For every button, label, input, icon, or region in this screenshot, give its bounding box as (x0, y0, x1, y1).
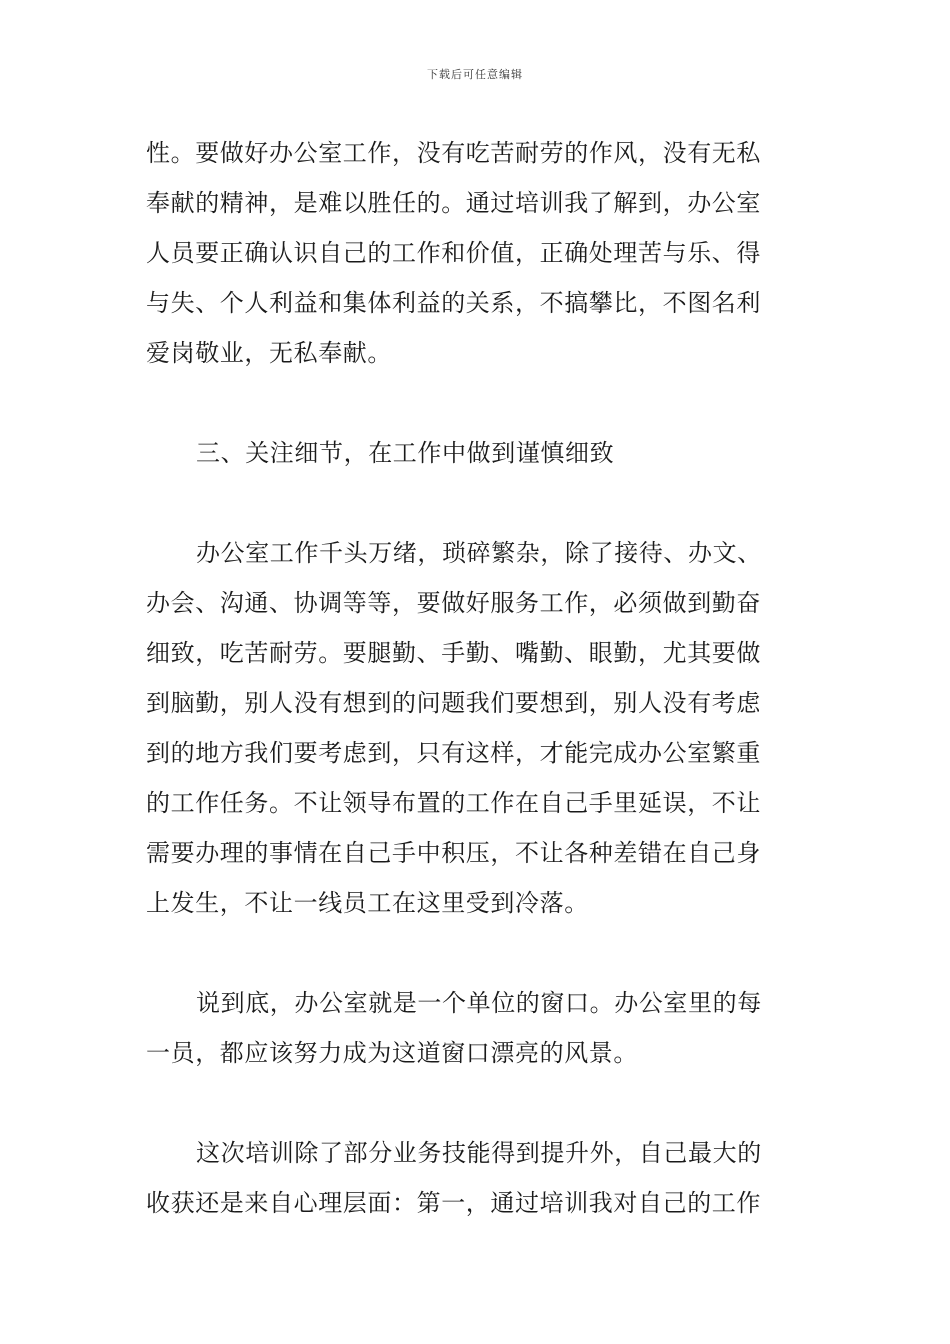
text-line: 与失、个人利益和集体利益的关系，不搞攀比，不图名利 (146, 289, 761, 317)
paragraph-4 (146, 1128, 810, 1228)
paragraph-spacer (146, 928, 810, 978)
text-line: 奉献的精神，是难以胜任的。通过培训我了解到，办公室 (146, 189, 761, 217)
text-line: 到脑勤，别人没有想到的问题我们要想到，别人没有考虑 (146, 689, 761, 717)
text-line: 到的地方我们要考虑到，只有这样，才能完成办公室繁重 (146, 739, 761, 767)
text-line: 上发生，不让一线员工在这里受到冷落。 (146, 889, 589, 917)
paragraph-1 (146, 128, 810, 378)
text-line: 一员，都应该努力成为这道窗口漂亮的风景。 (146, 1039, 638, 1067)
paragraph-spacer (146, 378, 810, 428)
paragraph-spacer (146, 478, 810, 528)
text-line: 人员要正确认识自己的工作和价值，正确处理苦与乐、得 (146, 239, 761, 267)
paragraph-spacer (146, 1078, 810, 1128)
text-line: 需要办理的事情在自己手中积压，不让各种差错在自己身 (146, 839, 761, 867)
page-header: 下载后可任意编辑 (427, 68, 523, 81)
text-line: 这次培训除了部分业务技能得到提升外，自己最大的 (196, 1139, 762, 1167)
text-line: 性。要做好办公室工作，没有吃苦耐劳的作风，没有无私 (146, 139, 761, 167)
text-line: 爱岗敬业，无私奉献。 (146, 339, 392, 367)
text-line: 细致，吃苦耐劳。要腿勤、手勤、嘴勤、眼勤，尤其要做 (146, 639, 761, 667)
document-body (146, 128, 810, 1228)
text-line: 的工作任务。不让领导布置的工作在自己手里延误，不让 (146, 789, 761, 817)
paragraph-2 (146, 528, 810, 928)
section-heading (146, 428, 810, 478)
text-line: 办会、沟通、协调等等，要做好服务工作，必须做到勤奋 (146, 589, 761, 617)
text-line: 说到底，办公室就是一个单位的窗口。办公室里的每 (196, 989, 762, 1017)
heading-line: 三、关注细节，在工作中做到谨慎细致 (196, 439, 615, 467)
text-line: 收获还是来自心理层面：第一，通过培训我对自己的工作 (146, 1189, 761, 1217)
text-line: 办公室工作千头万绪，琐碎繁杂，除了接待、办文、 (196, 539, 762, 567)
paragraph-3 (146, 978, 810, 1078)
